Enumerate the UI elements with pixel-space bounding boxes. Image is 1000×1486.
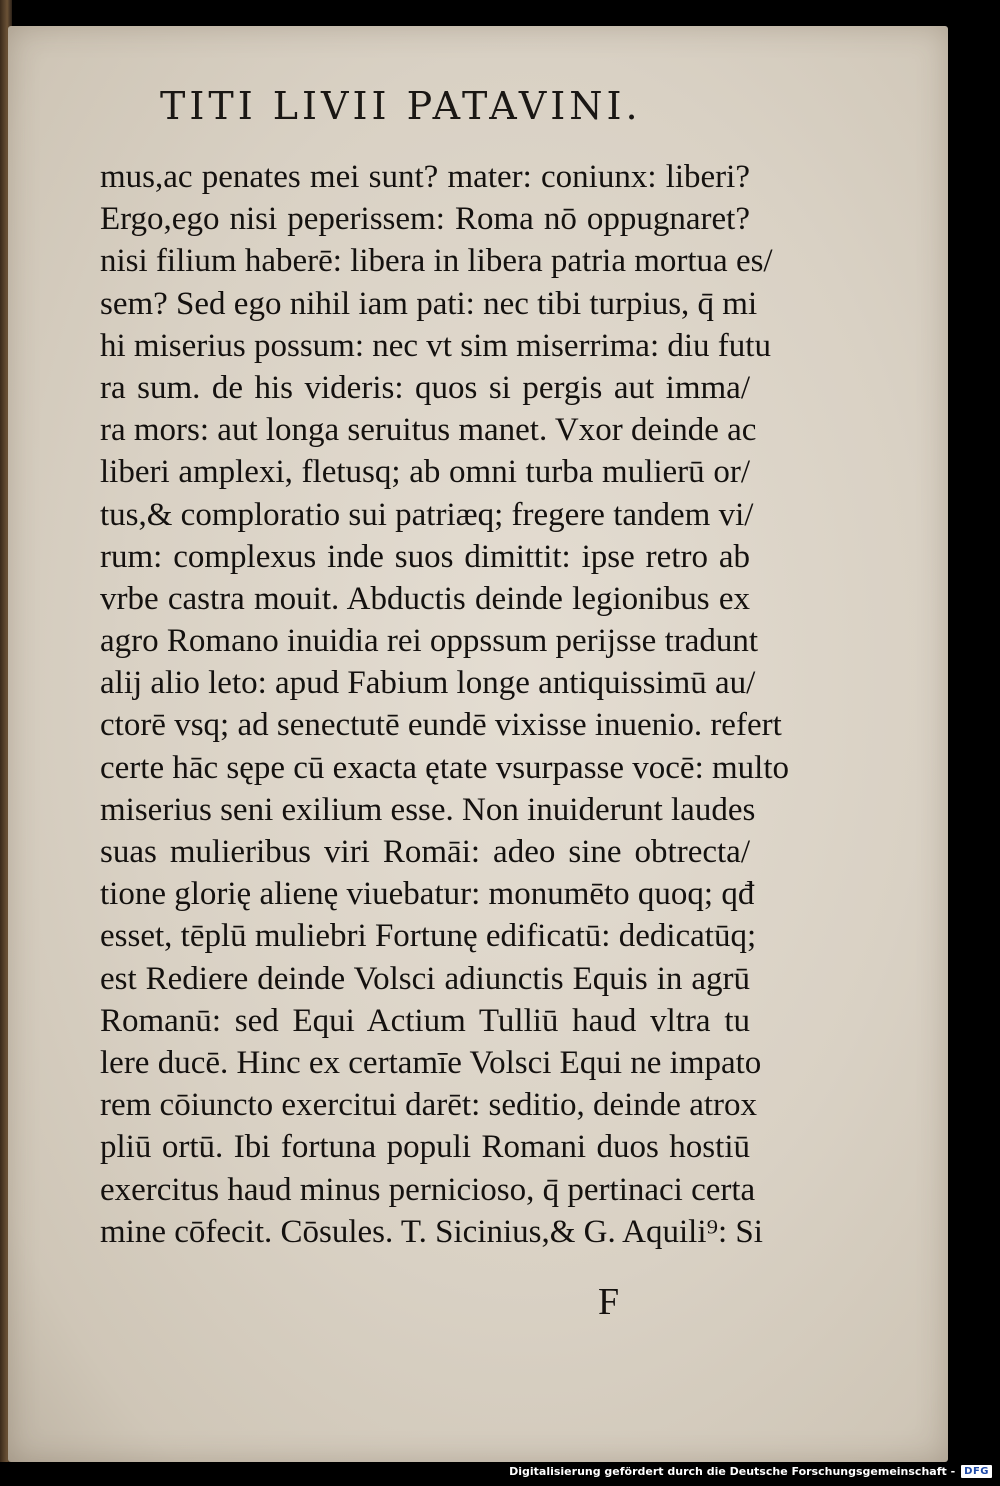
text-line: ra sum. de his videris: quos si pergis aut imma/ [100,369,750,406]
text-line: Romanū: sed Equi Actium Tulliū haud vltra tu [100,1002,750,1039]
text-line: Ergo,ego nisi peperissem: Roma nō oppugnaret? [100,201,750,238]
text-line: mine cōfecit. Cōsules. T. Sicinius,& G. Aquili⁹: Si [100,1213,763,1250]
text-line: alij alio leto: apud Fabium longe antiquissimū au/ [100,665,756,702]
text-line: tus,& comploratio sui patriæq; fregere tandem vi/ [100,496,754,533]
text-line: sem? Sed ego nihil iam pati: nec tibi turpius, q̄ mi [100,285,758,322]
dfg-logo-icon: DFG [961,1465,992,1478]
text-line: rum: complexus inde suos dimittit: ipse retro ab [100,538,750,575]
text-line: liberi amplexi, fletusq; ab omni turba mulierū or/ [100,454,750,491]
text-line: nisi filium haberē: libera in libera patria mortua es/ [100,243,773,280]
text-line: est Rediere deinde Volsci adiunctis Equis in agrū [100,960,750,997]
text-line: agro Romano inuidia rei oppssum perijsse tradunt [100,623,759,660]
signature-mark: F [598,1281,620,1323]
digitization-footer [509,1462,992,1480]
text-line: miserius seni exilium esse. Non inuiderunt laudes [100,791,756,828]
text-line: exercitus haud minus pernicioso, q̄ pertinaci certa [100,1171,756,1208]
page-text [100,156,789,1253]
text-line: ctorē vsq; ad senectutē eundē vixisse inuenio. refert [100,707,782,744]
text-line: vrbe castra mouit. Abductis deinde legionibus ex [100,580,750,617]
footer-credit: Digitalisierung gefördert durch die Deutsche Forschungsgemeinschaft - [509,1464,956,1478]
text-line: ra mors: aut longa seruitus manet. Vxor deinde ac [100,412,757,449]
text-line: tione glorię alienę viuebatur: monumēto quoq; qđ [100,876,755,913]
text-line: rem cōiuncto exercitui darēt: seditio, deinde atrox [100,1087,758,1124]
text-line: mus,ac penates mei sunt? mater: coniunx: liberi? [100,159,750,195]
running-header: TITI LIVII PATAVINI. [160,84,642,128]
text-line: suas mulieribus viri Romāi: adeo sine obtrecta/ [100,834,750,870]
text-line: pliū ortū. Ibi fortuna populi Romani duos hostiū [100,1129,750,1166]
text-line: hi miserius possum: nec vt sim miserrima: diu futu [100,327,771,364]
text-line: certe hāc sępe cū exacta ętate vsurpasse vocē: multo [100,749,789,786]
text-line: lere ducē. Hinc ex certamīe Volsci Equi ne impato [100,1044,762,1081]
text-line: esset, tēplū muliebri Fortunę edificatū: dedicatūq; [100,918,757,955]
